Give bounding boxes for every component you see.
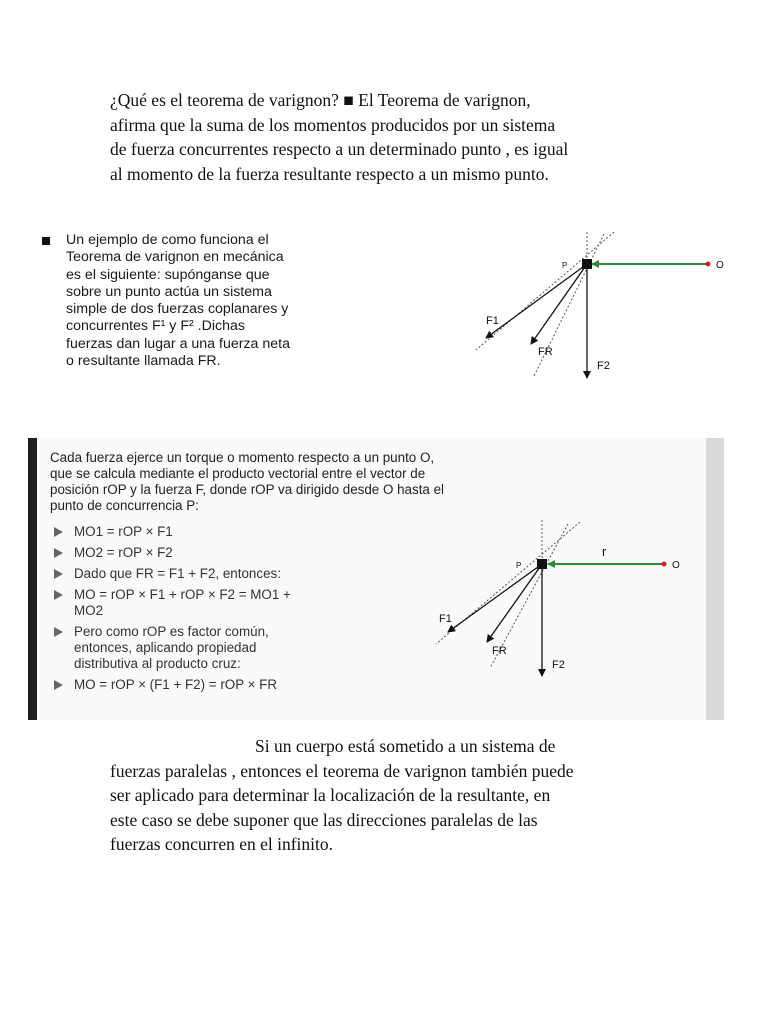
text-line: Cada fuerza ejerce un torque o momento respecto a un punto O, [50, 450, 435, 465]
label-f1: F1 [439, 613, 452, 625]
p-point [537, 559, 547, 569]
o-point [706, 262, 711, 267]
text-line: de fuerza concurrentes respecto a un determinado punto , es igual [110, 139, 569, 159]
list-item-text: Pero como rOP es factor común, [74, 624, 269, 639]
triangle-bullet-icon [54, 680, 63, 690]
list-item-text: MO1 = rOP × F1 [74, 524, 173, 539]
text-line: fuerzas concurren en el infinito. [110, 834, 334, 854]
list-item [50, 524, 291, 540]
intro-paragraph [110, 88, 670, 186]
triangle-bullet-icon [54, 590, 63, 600]
line-of-action-f1 [476, 232, 614, 350]
label-fr: FR [492, 645, 507, 657]
text-line: este caso se debe suponer que las direcciones paralelas de las [110, 809, 538, 830]
label-f2: F2 [552, 659, 565, 671]
list-item-text: MO2 [74, 603, 104, 618]
label-o: O [672, 560, 680, 571]
triangle-bullet-icon [54, 627, 63, 637]
label-f2: F2 [597, 360, 610, 372]
example-section [38, 226, 724, 386]
triangle-bullet-icon [54, 569, 63, 579]
label-p: P [516, 561, 522, 570]
list-item [50, 624, 291, 672]
label-fr: FR [538, 346, 553, 358]
text-line: concurrentes F¹ y F² .Dichas [66, 318, 245, 335]
varignon-diagram-2 [396, 520, 696, 680]
o-point [662, 562, 667, 567]
closing-paragraph [110, 734, 680, 857]
list-item [50, 587, 291, 619]
torque-section [28, 438, 724, 720]
varignon-diagram-1 [428, 226, 728, 386]
left-border-bar [28, 438, 37, 720]
text-line: ser aplicado para determinar la localización de la resultante, en [110, 785, 551, 805]
fr-vector [487, 564, 542, 642]
text-line: simple de dos fuerzas coplanares y [66, 301, 289, 318]
text-line: o resultante llamada FR. [66, 353, 221, 370]
torque-equation-list [50, 524, 291, 698]
text-line: que se calcula mediante el producto vectorial entre el vector de [50, 466, 426, 481]
text-line: punto de concurrencia P: [50, 498, 199, 513]
list-item-text: Dado que FR = F1 + F2, entonces: [74, 566, 281, 581]
text-line: sobre un punto actúa un sistema [66, 283, 272, 300]
square-bullet-icon [42, 237, 50, 245]
p-point [582, 259, 592, 269]
example-paragraph [66, 232, 396, 370]
label-o: O [716, 260, 724, 271]
text-line: Si un cuerpo está sometido a un sistema de [255, 736, 556, 756]
list-item-text: MO2 = rOP × F2 [74, 545, 173, 560]
torque-intro-text [50, 450, 570, 514]
list-item-text: distributiva al producto cruz: [74, 656, 241, 671]
text-line: es el siguiente: supónganse que [66, 266, 270, 283]
list-item [50, 677, 291, 693]
text-line: Teorema de varignon en mecánica [66, 249, 284, 266]
text-line: fuerzas dan lugar a una fuerza neta [66, 335, 291, 352]
text-line: Un ejemplo de como funciona el [66, 232, 269, 248]
label-f1: F1 [486, 315, 499, 327]
label-r: r [602, 544, 607, 559]
f1-vector [486, 264, 587, 338]
list-item-text: MO = rOP × F1 + rOP × F2 = MO1 + [74, 587, 291, 602]
text-line: fuerzas paralelas , entonces el teorema de varignon también puede [110, 760, 574, 781]
triangle-bullet-icon [54, 527, 63, 537]
right-scroll-bar [706, 438, 724, 720]
fr-vector [531, 264, 587, 344]
list-item [50, 545, 291, 561]
triangle-bullet-icon [54, 548, 63, 558]
list-item [50, 566, 291, 582]
list-item-text: MO = rOP × (F1 + F2) = rOP × FR [74, 677, 278, 692]
text-line: posición rOP y la fuerza F, donde rOP va dirigido desde O hasta el [50, 482, 445, 497]
label-p: P [562, 261, 568, 270]
text-line: afirma que la suma de los momentos producidos por un sistema [110, 114, 556, 135]
text-line: al momento de la fuerza resultante respecto a un mismo punto. [110, 163, 549, 184]
list-item-text: entonces, aplicando propiedad [74, 640, 257, 655]
text-line: ¿Qué es el teorema de varignon? ■ El Teorema de varignon, [110, 90, 531, 110]
